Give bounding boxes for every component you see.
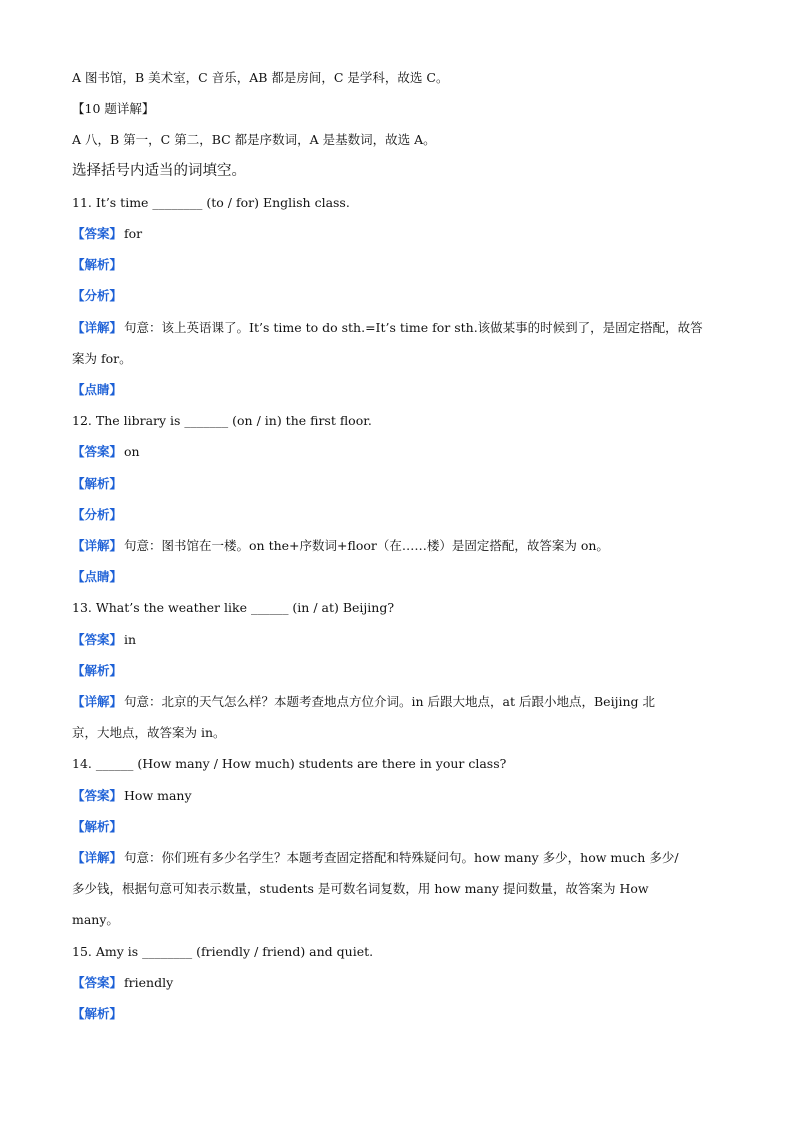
text-line: 多少钱，根据句意可知表示数量，students 是可数名词复数，用 how many 提问数量，故答案为 How: [72, 881, 649, 897]
answer-tag: 【答案】: [72, 444, 123, 460]
question-11: 11. It’s time ________ (to / for) English class.: [72, 194, 350, 210]
detail-text: 句意：图书馆在一楼。on the+序数词+floor（在……楼）是固定搭配，故答案为 on。: [124, 538, 609, 554]
question-15: 15. Amy is ________ (friendly / friend) and quiet.: [72, 943, 374, 959]
detail-tag: 【详解】: [72, 850, 123, 866]
analysis-tag: 【解析】: [72, 662, 123, 678]
instruction-heading: 选择括号内适当的词填空。: [72, 162, 246, 179]
analysis-line: [72, 811, 722, 842]
detail-tag: 【详解】: [72, 694, 123, 710]
analysis-tag: 【解析】: [72, 257, 123, 273]
analysis-tag: 【解析】: [72, 1006, 123, 1022]
detail-text: 句意：该上英语课了。It’s time to do sth.=It’s time for sth.该做某事的时候到了，是固定搭配，故答: [124, 319, 703, 335]
answer-tag: 【答案】: [72, 631, 123, 647]
analysis-line: [72, 655, 722, 686]
detail-line: [72, 312, 722, 343]
answer-line: [72, 624, 722, 655]
fenxi-line: [72, 280, 722, 311]
answer-line: [72, 967, 722, 998]
fenxi-tag: 【分析】: [72, 506, 123, 522]
text-line: A 八，B 第一，C 第二，BC 都是序数词，A 是基数词，故选 A。: [72, 132, 436, 148]
text-line: 京，大地点，故答案为 in。: [72, 725, 226, 741]
fenxi-line: [72, 499, 722, 530]
text-line: many。: [72, 912, 119, 928]
analysis-tag: 【解析】: [72, 475, 123, 491]
question-12: 12. The library is _______ (on / in) the first floor.: [72, 413, 372, 429]
document-page: [72, 62, 722, 1029]
question-14: 14. ______ (How many / How much) students are there in your class?: [72, 756, 507, 772]
analysis-tag: 【解析】: [72, 818, 123, 834]
answer-text: friendly: [124, 974, 174, 990]
detail-tag: 【详解】: [72, 319, 123, 335]
comment-line: [72, 561, 722, 592]
detail-tag: 【详解】: [72, 538, 123, 554]
answer-text: on: [124, 444, 140, 460]
analysis-line: [72, 468, 722, 499]
section-heading: 【10 题详解】: [72, 101, 155, 117]
detail-line: [72, 686, 722, 717]
detail-line: [72, 530, 722, 561]
answer-text: in: [124, 631, 137, 647]
fenxi-tag: 【分析】: [72, 288, 123, 304]
answer-line: [72, 436, 722, 467]
comment-tag: 【点睛】: [72, 569, 123, 585]
answer-line: [72, 780, 722, 811]
text-line: A 图书馆，B 美术室，C 音乐，AB 都是房间，C 是学科，故选 C。: [72, 70, 449, 85]
answer-line: [72, 218, 722, 249]
analysis-line: [72, 249, 722, 280]
answer-tag: 【答案】: [72, 974, 123, 990]
answer-tag: 【答案】: [72, 226, 123, 242]
analysis-line: [72, 998, 722, 1029]
question-13: 13. What’s the weather like ______ (in / at) Beijing?: [72, 600, 395, 616]
detail-text: 句意：北京的天气怎么样？本题考查地点方位介词。in 后跟大地点，at 后跟小地点，Beijing 北: [124, 694, 655, 710]
answer-text: How many: [124, 787, 192, 803]
detail-text: 句意：你们班有多少名学生？本题考查固定搭配和特殊疑问句。how many 多少，how much 多少/: [124, 850, 679, 866]
comment-tag: 【点睛】: [72, 382, 123, 398]
answer-text: for: [124, 226, 143, 242]
text-line: 案为 for。: [72, 350, 132, 366]
detail-line: [72, 842, 722, 873]
comment-line: [72, 374, 722, 405]
answer-tag: 【答案】: [72, 787, 123, 803]
